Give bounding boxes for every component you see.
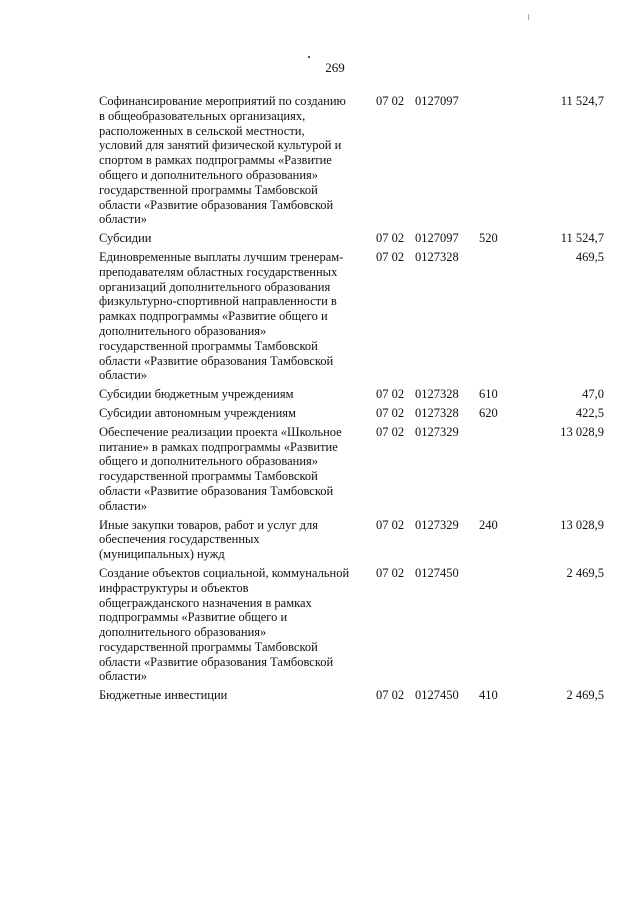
row-section: 07 02: [376, 249, 405, 264]
row-kvr: 620: [479, 405, 498, 420]
row-kvr: [477, 566, 521, 688]
row-kvr: 240: [479, 517, 498, 532]
table-row: [99, 566, 604, 688]
budget-table: [99, 94, 604, 707]
row-kvr: 410: [479, 688, 498, 703]
row-sum: 13 028,9: [560, 517, 604, 532]
page-number: 269: [325, 60, 345, 75]
row-section: 07 02: [376, 405, 405, 420]
row-name: Бюджетные инвестиции: [99, 688, 228, 703]
row-code: 0127450: [415, 565, 459, 580]
row-sum: 2 469,5: [566, 688, 604, 703]
row-code: 0127328: [415, 405, 459, 420]
table-row: [99, 250, 604, 387]
row-name: Субсидии: [99, 231, 152, 246]
row-sum: 2 469,5: [566, 565, 604, 580]
row-name: Субсидии бюджетным учреждениям: [99, 387, 294, 402]
row-section: 07 02: [376, 387, 405, 402]
row-name: Софинансирование мероприятий по созданию в общеобразовательных организациях, расположенных в сельской местности, условий для занятий физической культурой и спортом в рамках подпрограммы «Развитие общего и дополнительного образования» государственной программы Тамбовской области «Развитие образования Тамбовской области»: [99, 94, 346, 227]
row-code: 0127329: [415, 424, 459, 439]
table-row: [99, 387, 604, 406]
row-section: 07 02: [376, 94, 405, 108]
row-section: 07 02: [376, 231, 405, 246]
row-sum: 11 524,7: [560, 231, 604, 246]
row-kvr: [477, 425, 521, 518]
row-sum: 422,5: [575, 405, 604, 420]
row-code: 0127450: [415, 688, 459, 703]
row-name: Иные закупки товаров, работ и услуг для обеспечения государственных (муниципальных) нужд: [99, 517, 319, 562]
row-name: Единовременные выплаты лучшим тренерам-преподавателям областных государственных организаций дополнительного образования физкультурно-спортивной направленности в рамках подпрограммы «Развитие общего и дополнительного образования» государственной программы Тамбовской области «Развитие образования Тамбовской области»: [99, 249, 344, 383]
row-code: 0127328: [415, 387, 459, 402]
row-section: 07 02: [376, 424, 405, 439]
row-code: 0127329: [415, 517, 459, 532]
row-kvr: [477, 94, 521, 231]
row-code: 0127097: [415, 231, 459, 246]
table-row: [99, 425, 604, 518]
row-code: 0127328: [415, 249, 459, 264]
row-name: Обеспечение реализации проекта «Школьное питание» в рамках подпрограммы «Развитие общего и дополнительного образования» государственной программы Тамбовской области «Развитие образования Тамбовской области»: [99, 424, 342, 513]
row-kvr: 610: [479, 387, 498, 402]
scan-dot: [308, 56, 310, 58]
budget-table-body: [99, 94, 604, 707]
scan-mark: [528, 14, 529, 20]
table-row: [99, 518, 604, 566]
row-name: Субсидии автономным учреждениям: [99, 405, 296, 420]
row-section: 07 02: [376, 688, 405, 703]
row-name: Создание объектов социальной, коммунальной инфраструктуры и объектов общегражданского назначения в рамках подпрограммы «Развитие общего и дополнительного образования» государственной программы Тамбовской области «Развитие образования Тамбовской области»: [99, 565, 350, 684]
table-row: [99, 688, 604, 707]
row-sum: 469,5: [575, 249, 604, 264]
row-sum: 13 028,9: [560, 424, 604, 439]
row-section: 07 02: [376, 517, 405, 532]
row-kvr: 520: [479, 231, 498, 246]
table-row: [99, 94, 604, 231]
row-section: 07 02: [376, 565, 405, 580]
row-code: 0127097: [415, 94, 459, 108]
table-row: [99, 406, 604, 425]
table-row: [99, 231, 604, 250]
row-sum: 11 524,7: [560, 94, 604, 108]
row-kvr: [477, 250, 521, 387]
row-sum: 47,0: [582, 387, 604, 402]
